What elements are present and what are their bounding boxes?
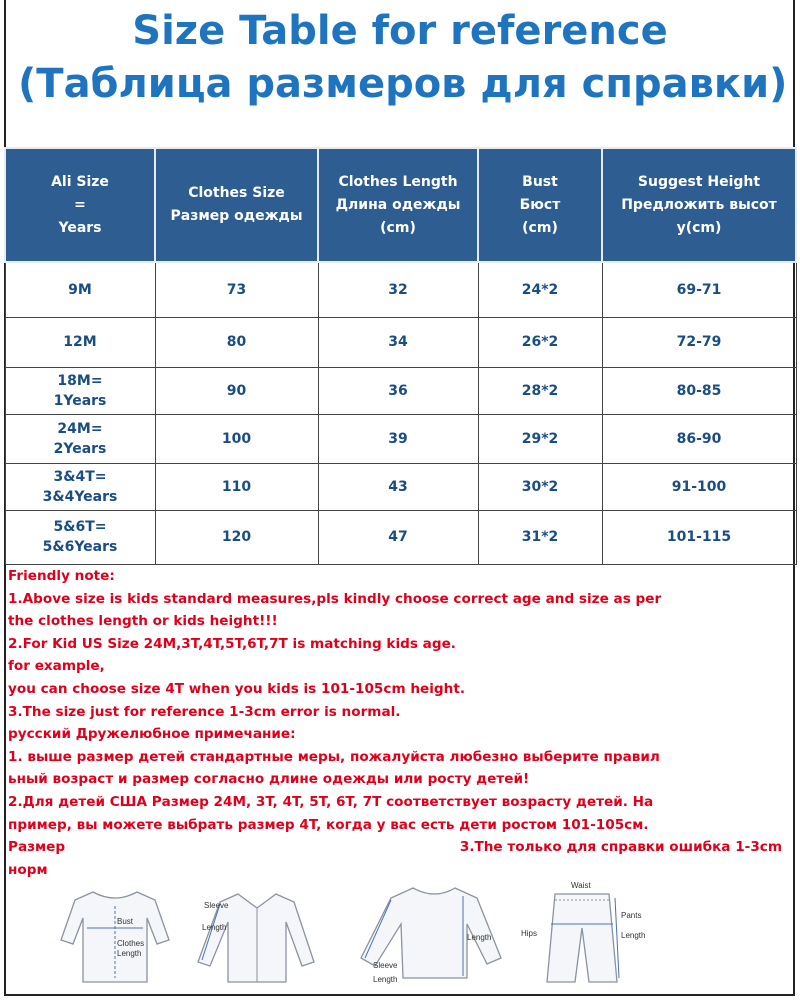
cell-line: 5&6Years (42, 539, 118, 555)
cell-length: 39 (318, 414, 478, 463)
cell-bust: 31*2 (478, 510, 602, 564)
table-row (5, 317, 796, 367)
label-length: Length (467, 933, 492, 942)
cell-ali-size (5, 367, 155, 414)
header-line: Длина одежды (335, 196, 461, 213)
cell-bust: 24*2 (478, 262, 602, 317)
cell-clothes-size: 80 (155, 317, 318, 367)
cell-clothes-size: 90 (155, 367, 318, 414)
cell-length: 32 (318, 262, 478, 317)
cell-line: 1Years (53, 392, 107, 409)
tshirt-outline (55, 878, 175, 990)
cell-clothes-size: 120 (155, 510, 318, 564)
measurement-diagrams (55, 878, 655, 990)
cell-ali-size (5, 262, 155, 317)
header-line: = (74, 196, 86, 213)
cell-line: 2Years (53, 440, 107, 457)
cell-line: 3&4T= (53, 468, 107, 485)
table-row (5, 262, 796, 317)
note-line: for example, (8, 658, 105, 675)
cell-length: 47 (318, 510, 478, 564)
cell-line: 18M= (57, 372, 103, 389)
cell-ali-size (5, 414, 155, 463)
header-line: Years (58, 219, 102, 236)
note-fragment: 3.The только для справки ошибка 1-3cm (459, 839, 782, 856)
note-line: норм (8, 861, 48, 878)
note-line: 2.For Kid US Size 24M,3T,4T,5T,6T,7T is matching kids age. (8, 635, 456, 652)
header-line: Бюст (519, 196, 561, 213)
label-sleeve-length: Length (202, 923, 227, 932)
cell-ali-size (5, 317, 155, 367)
table-header-row (5, 148, 796, 262)
note-line: the clothes length or kids height!!! (8, 613, 278, 630)
table-row (5, 510, 796, 564)
label-bust: Bust (117, 917, 134, 926)
header-line: Предложить высот (621, 196, 777, 213)
sweatshirt-diagram (355, 878, 505, 990)
header-line: Bust (522, 173, 558, 190)
note-line: Friendly note: (8, 568, 115, 584)
header-clothes-length (318, 148, 478, 262)
cell-clothes-size: 100 (155, 414, 318, 463)
note-line: you can choose size 4T when you kids is 101-105cm height. (8, 680, 465, 697)
header-line: (cm) (380, 219, 416, 236)
size-table (4, 147, 797, 565)
header-line: Clothes Length (338, 173, 458, 190)
label-hips: Hips (521, 929, 538, 938)
cell-height: 80-85 (602, 367, 796, 414)
header-line: Размер одежды (170, 208, 303, 224)
cell-bust: 29*2 (478, 414, 602, 463)
cell-line: 24M= (57, 420, 103, 437)
label-pants-length: Length (621, 931, 646, 940)
label-length: Length (117, 949, 142, 958)
table-row (5, 463, 796, 510)
note-line: 1.Above size is kids standard measures,pls kindly choose correct age and size as per (8, 590, 662, 607)
cell-line: 9M (68, 281, 92, 298)
tshirt-diagram (55, 878, 175, 990)
pants-outline (515, 878, 655, 990)
shirt-outline (190, 878, 320, 990)
header-line: Ali Size (51, 173, 109, 190)
cell-clothes-size: 73 (155, 262, 318, 317)
friendly-note (8, 565, 798, 881)
header-clothes-size (155, 148, 318, 262)
cell-clothes-size: 110 (155, 463, 318, 510)
cell-line: 3&4Years (42, 488, 118, 505)
note-line: 2.Для детей США Размер 24M, 3T, 4T, 5T, 6T, 7T соответствует возрасту детей. На (8, 793, 654, 810)
header-bust (478, 148, 602, 262)
label-sleeve: Sleeve (204, 901, 229, 910)
note-line: пример, вы можете выбрать размер 4T, когда у вас есть дети ростом 101-105см. (8, 816, 649, 833)
note-fragment: Размер (8, 839, 66, 856)
label-sleeve: Sleeve (373, 961, 398, 970)
cell-length: 43 (318, 463, 478, 510)
header-line: Suggest Height (637, 173, 761, 190)
label-sleeve-length: Length (373, 975, 398, 984)
cell-height: 91-100 (602, 463, 796, 510)
header-line: (cm) (522, 219, 558, 236)
sweatshirt-outline (355, 878, 505, 990)
note-line: 3.The size just for reference 1-3cm error is normal. (8, 703, 401, 720)
title-russian: (Таблица размеров для справки) (18, 61, 788, 107)
cell-height: 72-79 (602, 317, 796, 367)
label-pants: Pants (621, 911, 642, 920)
label-waist: Waist (571, 881, 591, 890)
cell-bust: 26*2 (478, 317, 602, 367)
cell-bust: 30*2 (478, 463, 602, 510)
cell-height: 69-71 (602, 262, 796, 317)
header-suggest-height (602, 148, 796, 262)
cell-height: 101-115 (602, 510, 796, 564)
header-line: Clothes Size (188, 185, 285, 201)
cell-line: 5&6T= (53, 519, 107, 535)
table-row (5, 367, 796, 414)
page-title (0, 0, 800, 148)
label-clothes: Clothes (117, 939, 145, 948)
note-line: 1. выше размер детей стандартные меры, пожалуйста любезно выберите правил (8, 748, 660, 765)
note-line (8, 836, 782, 859)
note-line: русский Дружелюбное примечание: (8, 726, 296, 743)
table-row (5, 414, 796, 463)
cell-height: 86-90 (602, 414, 796, 463)
cell-ali-size (5, 463, 155, 510)
pants-diagram (515, 878, 655, 990)
cell-ali-size (5, 510, 155, 564)
note-line: ьный возраст и размер согласно длине одежды или росту детей! (8, 771, 530, 788)
cell-length: 36 (318, 367, 478, 414)
cell-length: 34 (318, 317, 478, 367)
header-line: у(cm) (676, 219, 722, 236)
cell-line: 12M (63, 334, 97, 350)
cell-bust: 28*2 (478, 367, 602, 414)
header-ali-size (5, 148, 155, 262)
shirt-diagram (190, 878, 320, 990)
title-english: Size Table for reference (132, 8, 668, 54)
